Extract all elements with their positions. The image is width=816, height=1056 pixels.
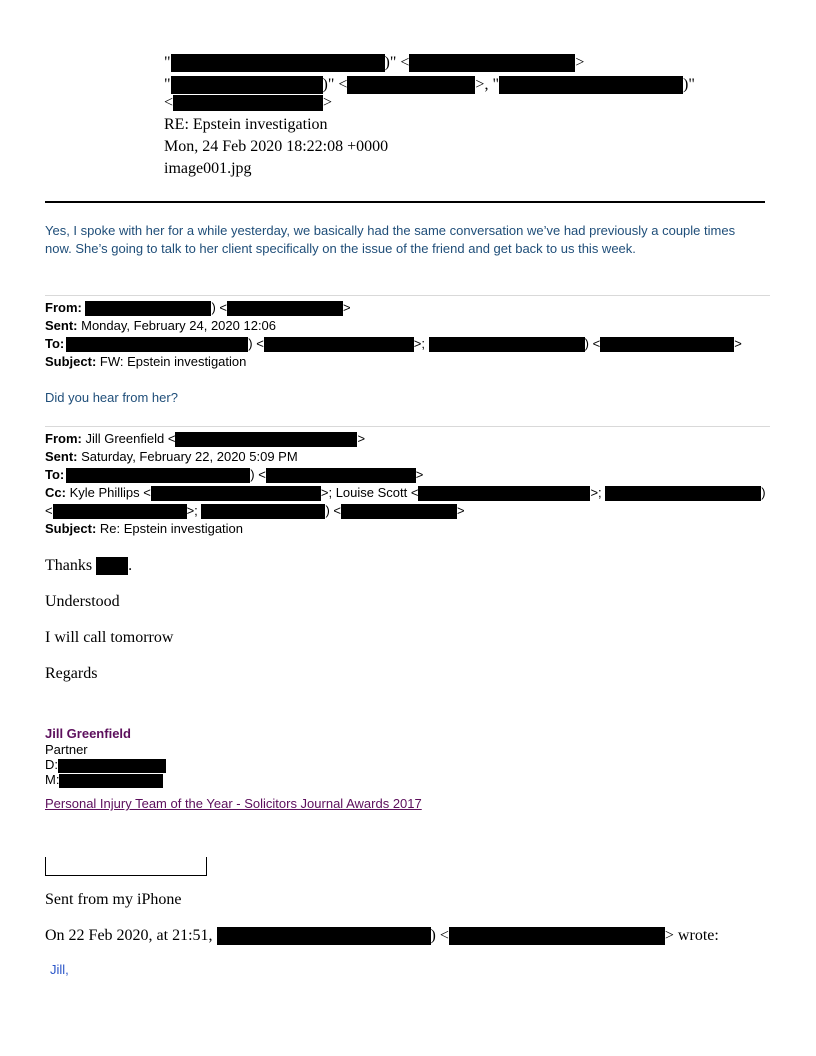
redaction-block: [341, 504, 457, 519]
header-date-value: Mon, 24 Feb 2020 18:22:08 +0000: [164, 138, 389, 155]
reply-line-1: Yes, I spoke with her for a while yesterday, we basically had the same conversation we’ve had previously a couple times: [45, 223, 736, 238]
redaction-block: [605, 486, 761, 501]
forward-sent-label: Sent:: [45, 318, 78, 333]
redaction-block: [227, 301, 343, 316]
inline-image-placeholder: [45, 857, 207, 876]
redaction-block: [264, 337, 414, 352]
forward-header: [45, 299, 742, 371]
original-subject-label: Subject:: [45, 521, 97, 536]
original-cc-continued-row: < >; ) < >: [45, 503, 465, 518]
reply-line-2: now. She’s going to talk to her client specifically on the issue of the friend and get back to us this week.: [45, 241, 636, 256]
redaction-block: [418, 486, 590, 501]
redaction-block: [217, 927, 431, 945]
redaction-block: [151, 486, 321, 501]
original-header: [45, 430, 766, 538]
redaction-block: [449, 927, 665, 945]
header-inline-images-value: image001.jpg: [164, 160, 252, 177]
award-link[interactable]: Personal Injury Team of the Year - Solicitors Journal Awards 2017: [45, 796, 422, 811]
redaction-block: [175, 432, 357, 447]
sent-from-iphone: Sent from my iPhone: [45, 891, 182, 908]
redaction-block: [266, 468, 416, 483]
original-from-row: From: Jill Greenfield < >: [45, 431, 366, 446]
redaction-block: [499, 76, 683, 94]
body-call: I will call tomorrow: [45, 629, 174, 646]
original-subject-value: Re: Epstein investigation: [99, 521, 244, 536]
forward-sent-row: [45, 317, 742, 335]
body-understood: Understood: [45, 593, 120, 610]
redaction-block: [96, 557, 128, 575]
redaction-block: [66, 337, 248, 352]
redaction-block: [59, 774, 163, 788]
signature-direct-line: D:: [45, 757, 166, 773]
original-sent-value: Saturday, February 22, 2020 5:09 PM: [81, 449, 298, 464]
forward-from-row: From: ) < >: [45, 300, 351, 315]
original-sent-label: Sent:: [45, 449, 78, 464]
redaction-block: [58, 759, 166, 773]
forward-subject-row: [45, 353, 742, 371]
header-subject-value: RE: Epstein investigation: [164, 116, 328, 133]
redaction-block: [409, 54, 575, 72]
original-sent-row: [45, 448, 766, 466]
forward-body: Did you hear from her?: [45, 390, 178, 405]
original-to-label: To:: [45, 467, 65, 482]
redaction-block: [429, 337, 585, 352]
signature-mobile-line: M:: [45, 772, 163, 788]
redaction-block: [600, 337, 734, 352]
forward-from-label: From:: [45, 300, 82, 315]
original-cc-row: Cc: Kyle Phillips < >; Louise Scott < >; ): [45, 485, 766, 500]
original-subject-row: [45, 520, 766, 538]
header-divider: [45, 201, 765, 203]
redaction-block: [85, 301, 211, 316]
original-from-label: From:: [45, 431, 82, 446]
forward-to-label: To:: [45, 336, 65, 351]
signature-name: Jill Greenfield: [45, 726, 131, 741]
redaction-block: [201, 504, 325, 519]
message-divider: [45, 426, 770, 427]
redaction-block: [53, 504, 187, 519]
redaction-block: [173, 95, 323, 111]
forward-subject-value: FW: Epstein investigation: [99, 354, 247, 369]
quoted-attribution: On 22 Feb 2020, at 21:51, ) < > wrote:: [45, 927, 719, 944]
body-thanks: Thanks .: [45, 557, 133, 574]
forward-sent-value: Monday, February 24, 2020 12:06: [81, 318, 277, 333]
original-to-row: To: ) < >: [45, 467, 424, 482]
redaction-block: [171, 54, 385, 72]
redaction-block: [171, 76, 323, 94]
original-cc-label: Cc:: [45, 485, 66, 500]
signature-title: Partner: [45, 742, 88, 757]
reply-body: [45, 222, 735, 258]
body-regards: Regards: [45, 665, 98, 682]
redaction-block: [347, 76, 475, 94]
forward-to-row: To: ) < >; ) < >: [45, 336, 742, 351]
message-divider: [45, 295, 770, 296]
redaction-block: [66, 468, 250, 483]
quoted-greeting: Jill,: [50, 962, 69, 977]
forward-subject-label: Subject:: [45, 354, 97, 369]
